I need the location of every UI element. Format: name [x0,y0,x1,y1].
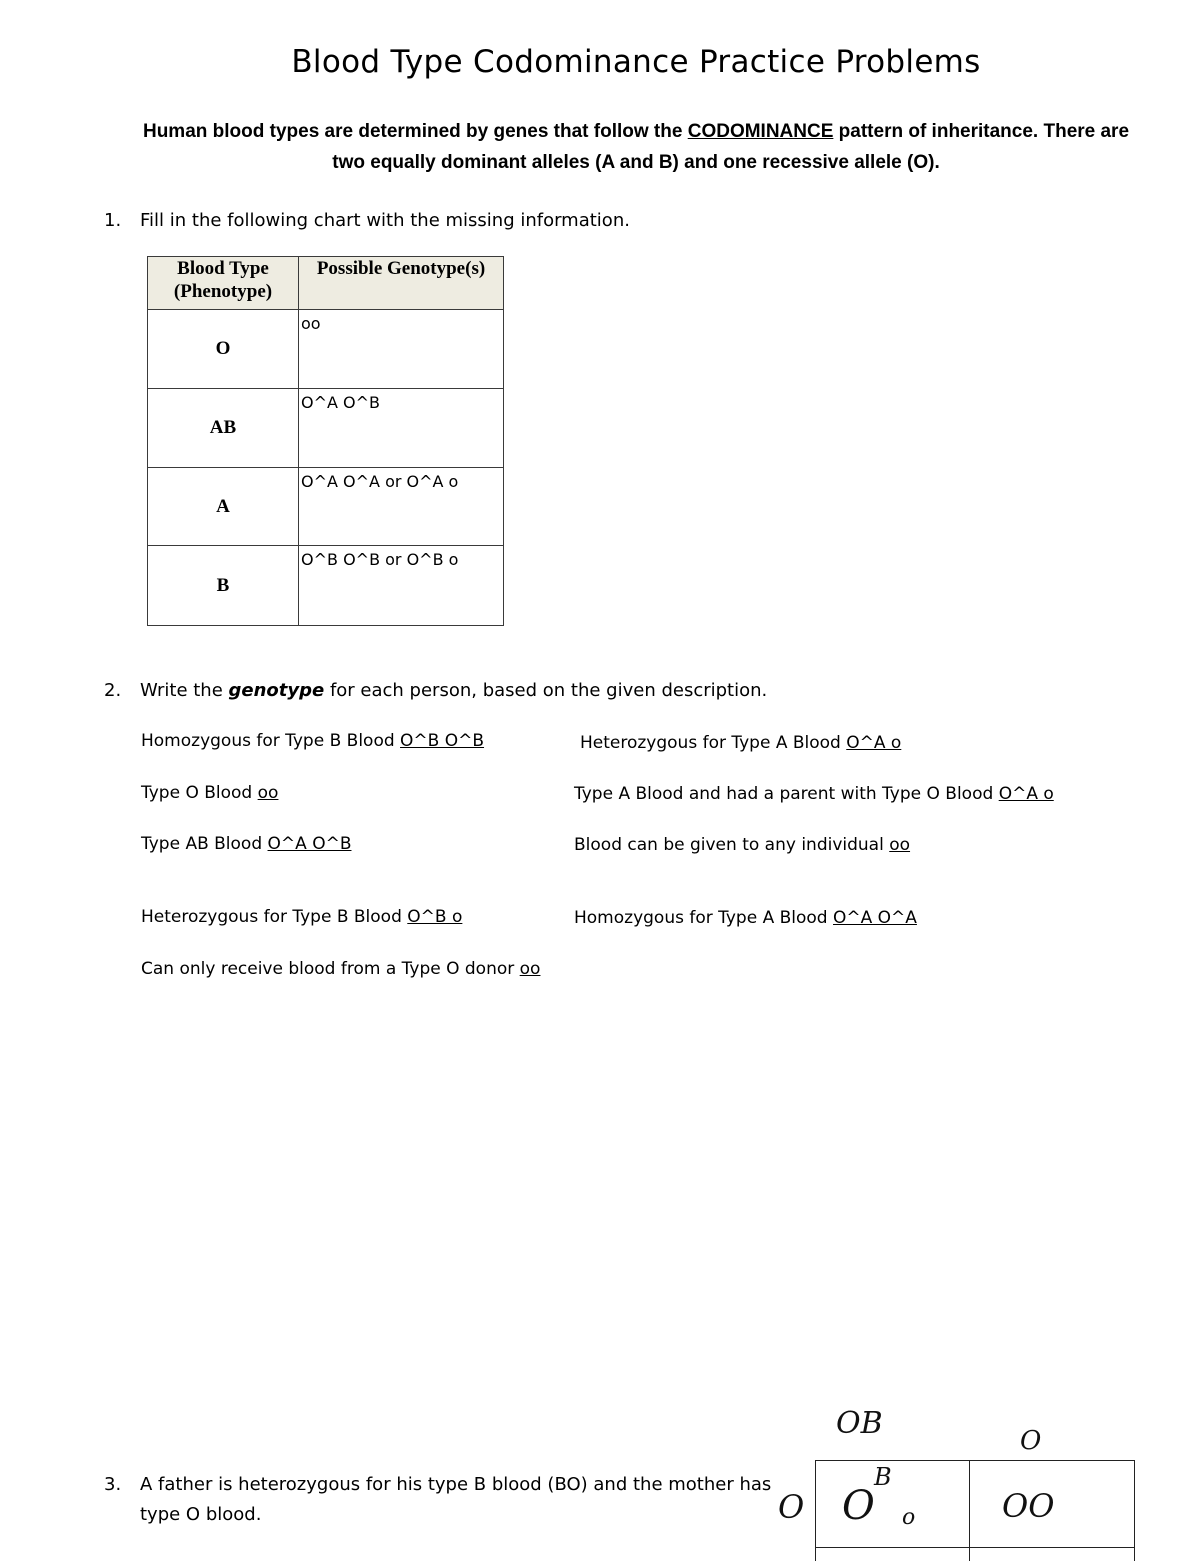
handwritten-allele-top-right: O [1020,1426,1042,1456]
genotype-item-label: Type O Blood [141,783,258,803]
punnett-cell-left-superscript: B [874,1463,892,1491]
handwritten-allele-side: O [778,1488,805,1526]
question-2-text-after: for each person, based on the given description. [324,680,768,701]
chart-genotype-cell[interactable]: oo [299,310,504,389]
question-3-number: 3. [104,1474,122,1495]
intro-paragraph [138,116,1134,178]
intro-keyword: CODOMINANCE [687,121,834,142]
chart-header-row [148,257,504,310]
intro-text-before: Human blood types are determined by genes that follow the [142,121,688,142]
question-1-number: 1. [104,210,122,231]
genotype-item-label: Can only receive blood from a Type O donor [141,959,520,979]
chart-genotype-cell[interactable]: O^A O^A or O^A o [299,468,504,546]
chart-genotype-cell[interactable]: O^A O^B [299,389,504,468]
genotype-item-label: Heterozygous for Type B Blood [141,907,408,927]
chart-row [148,546,504,626]
chart-row [148,468,504,546]
genotype-item [574,784,1054,804]
punnett-cell-left[interactable]: O [842,1483,875,1529]
genotype-item-answer[interactable]: oo [519,959,541,979]
genotype-item-answer[interactable]: O^A o [846,733,902,753]
genotype-item-label: Type AB Blood [141,834,268,854]
question-2-text-before: Write the [140,680,229,701]
question-3-line-2: type O blood. [140,1504,262,1525]
chart-genotype-cell[interactable]: O^B O^B or O^B o [299,546,504,626]
chart-header-phenotype: Blood Type (Phenotype) [148,257,299,310]
question-3 [104,1470,771,1530]
chart-phenotype-cell: B [148,546,299,626]
genotype-item [141,834,351,854]
intro-text-after: pattern of inheritance. There are two equally dominant alleles (A and B) and one recessive allele (O). [332,121,1130,173]
chart-phenotype-cell: AB [148,389,299,468]
genotype-item-answer[interactable]: oo [257,783,279,803]
chart-phenotype-cell: A [148,468,299,546]
genotype-item [141,959,540,979]
chart-row [148,310,504,389]
genotype-item-label: Homozygous for Type B Blood [141,731,401,751]
punnett-cell-left-subscript: o [902,1505,916,1530]
question-2 [104,680,767,701]
genotype-item-answer[interactable]: O^A O^B [267,834,352,854]
genotype-item-answer[interactable]: O^B O^B [400,731,485,751]
genotype-item [141,783,278,803]
genotype-item [141,731,484,751]
punnett-square [815,1460,1135,1561]
genotype-item-answer[interactable]: O^B o [407,907,463,927]
page-title: Blood Type Codominance Practice Problems [291,44,981,80]
handwritten-allele-top-left: OB [836,1406,883,1441]
chart-row [148,389,504,468]
question-1-text: Fill in the following chart with the missing information. [140,210,630,231]
question-2-number: 2. [104,680,122,701]
question-3-line-1: A father is heterozygous for his type B blood (BO) and the mother has [140,1474,772,1495]
punnett-cell-right[interactable]: OO [1002,1487,1055,1525]
genotype-item-answer[interactable]: O^A O^A [833,908,917,928]
chart-phenotype-cell: O [148,310,299,389]
genotype-item-label: Homozygous for Type A Blood [574,908,834,928]
question-2-emphasis: genotype [228,680,325,701]
blood-type-chart [147,256,504,626]
chart-header-genotype: Possible Genotype(s) [299,257,504,310]
genotype-item [141,907,462,927]
genotype-item [574,835,910,855]
genotype-item-answer[interactable]: O^A o [998,784,1054,804]
genotype-item-label: Blood can be given to any individual [574,835,890,855]
question-1 [104,210,630,231]
punnett-divider [969,1461,970,1561]
genotype-item-label: Type A Blood and had a parent with Type O Blood [574,784,999,804]
genotype-item [574,908,917,928]
punnett-row-line [816,1547,1134,1548]
genotype-item-label: Heterozygous for Type A Blood [580,733,847,753]
genotype-item-answer[interactable]: oo [889,835,911,855]
genotype-item [580,733,901,753]
